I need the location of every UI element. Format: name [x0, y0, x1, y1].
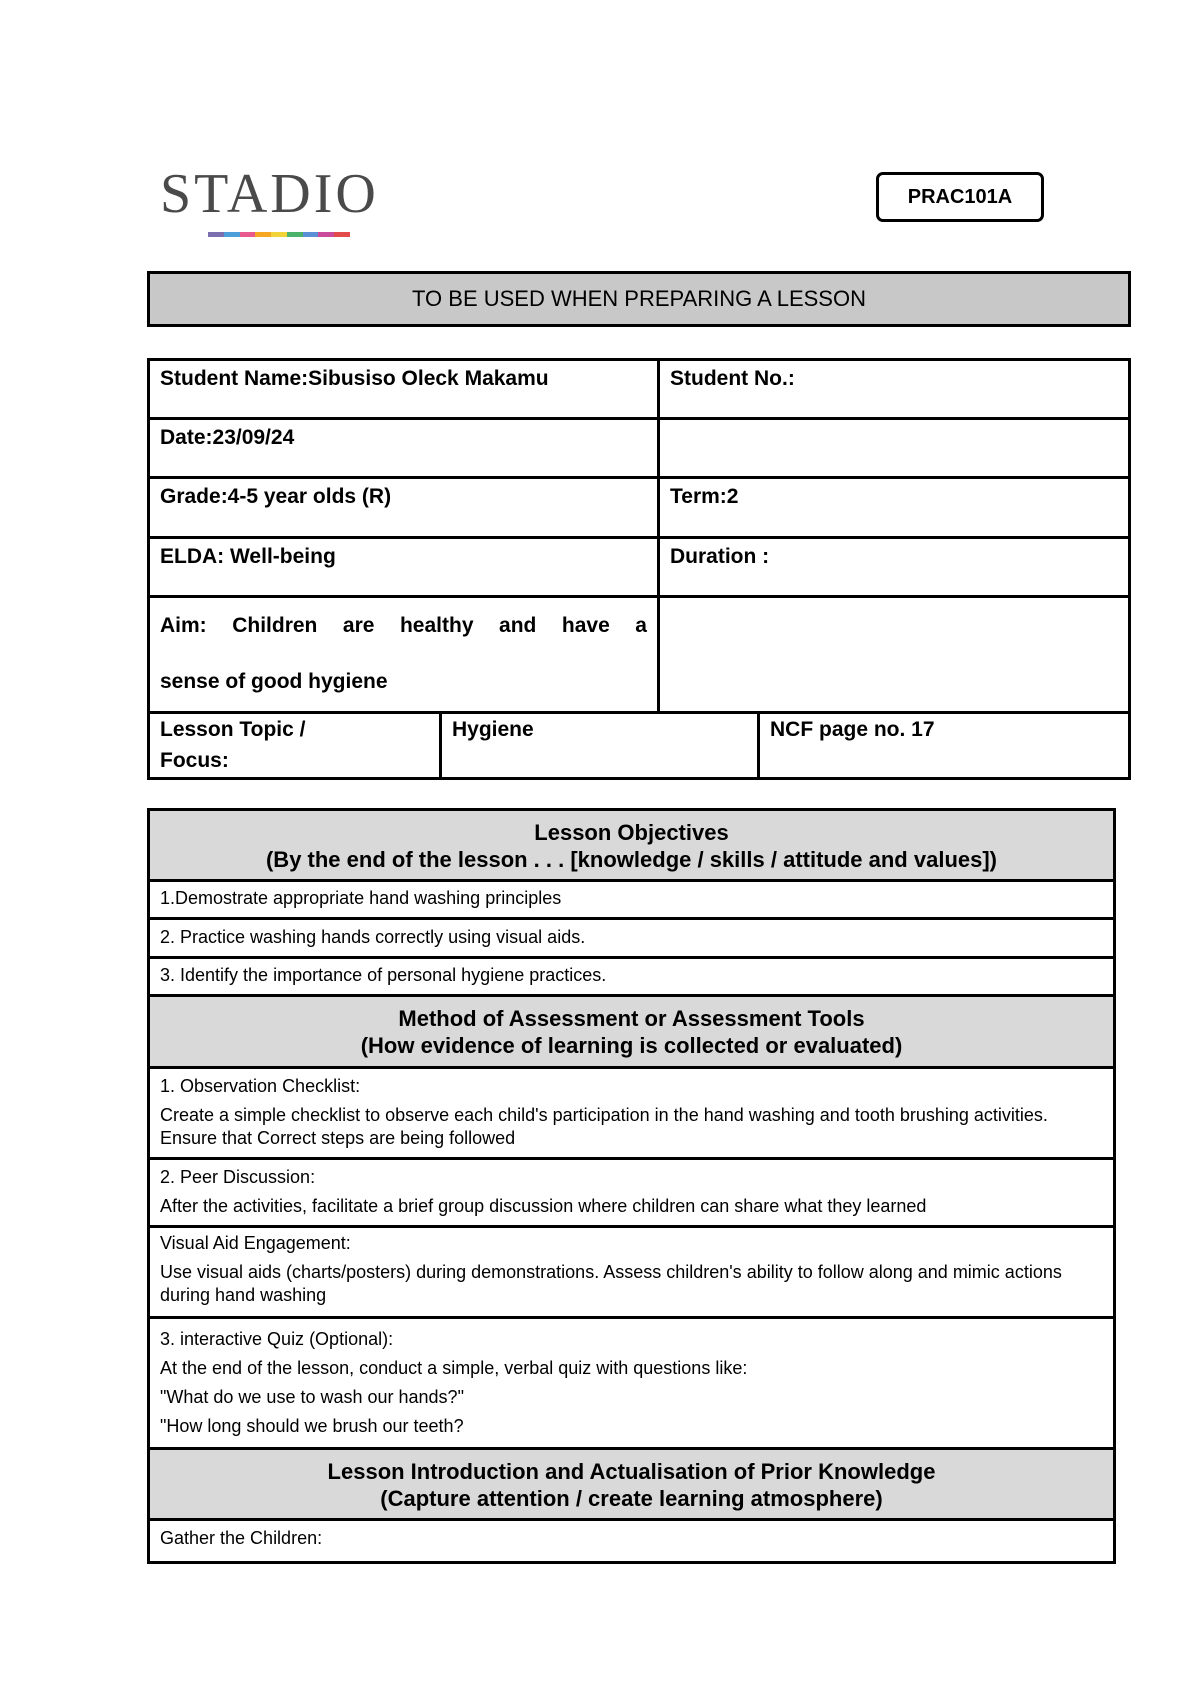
aim-cell	[150, 598, 660, 714]
ncf-cell: NCF page no. 17	[770, 718, 935, 741]
student-name-cell: Student Name:Sibusiso Oleck Makamu	[150, 361, 660, 420]
objective-item: 1.Demostrate appropriate hand washing principles	[150, 882, 1113, 920]
term-cell: Term:2	[660, 479, 1128, 539]
topic-value-cell: Hygiene	[442, 714, 760, 777]
observation-text: Create a simple checklist to observe each child's participation in the hand washing and tooth brushing activities. Ensure that Correct steps are being followed	[160, 1105, 1048, 1148]
topic-label-cell	[150, 714, 442, 777]
objectives-heading-line-1: Lesson Objectives	[534, 820, 729, 845]
quiz-title: 3. interactive Quiz (Optional):	[160, 1329, 394, 1349]
topic-label-line-2: Focus:	[160, 749, 229, 772]
objectives-heading	[150, 811, 1113, 882]
student-info-table	[147, 358, 1131, 780]
empty-cell	[660, 598, 1128, 714]
quiz-question: "How long should we brush our teeth?	[160, 1416, 464, 1436]
logo-bar-segment	[303, 232, 319, 237]
quiz-row	[150, 1319, 1113, 1450]
introduction-heading	[150, 1450, 1113, 1521]
peer-text: After the activities, facilitate a brief group discussion where children can share what they learned	[160, 1196, 927, 1216]
logo-bar-segment	[224, 232, 240, 237]
visual-aid-row	[150, 1228, 1113, 1319]
logo-bar-segment	[287, 232, 303, 237]
logo-bar-segment	[240, 232, 256, 237]
visual-title: Visual Aid Engagement:	[160, 1233, 351, 1253]
assessment-heading-line-1: Method of Assessment or Assessment Tools	[398, 1006, 865, 1031]
objective-item: 3. Identify the importance of personal hygiene practices.	[150, 959, 1113, 997]
objective-item: 2. Practice washing hands correctly using visual aids.	[150, 920, 1113, 959]
logo-bar-segment	[255, 232, 271, 237]
duration-cell: Duration :	[660, 539, 1128, 598]
aim-line-2: sense of good hygiene	[160, 670, 388, 693]
lesson-plan-table	[147, 808, 1116, 1564]
date-cell: Date:23/09/24	[150, 420, 660, 479]
peer-title: 2. Peer Discussion:	[160, 1167, 316, 1187]
logo-bar-segment	[271, 232, 287, 237]
course-code-badge: PRAC101A	[876, 172, 1044, 222]
logo-text: STADIO	[160, 163, 379, 225]
form-banner: TO BE USED WHEN PREPARING A LESSON	[147, 271, 1131, 327]
logo-bar-segment	[318, 232, 334, 237]
observation-title: 1. Observation Checklist:	[160, 1076, 361, 1096]
quiz-question: "What do we use to wash our hands?"	[160, 1387, 464, 1407]
grade-cell: Grade:4-5 year olds (R)	[150, 479, 660, 539]
topic-label-line-1: Lesson Topic /	[160, 718, 306, 741]
peer-discussion-row	[150, 1160, 1113, 1228]
aim-line-1: Aim: Children are healthy and have a	[160, 614, 647, 637]
visual-text: Use visual aids (charts/posters) during demonstrations. Assess children's ability to follow along and mimic actions during hand washing	[160, 1262, 1062, 1305]
student-no-cell: Student No.:	[660, 361, 1128, 420]
quiz-text: At the end of the lesson, conduct a simple, verbal quiz with questions like:	[160, 1358, 748, 1378]
introduction-item: Gather the Children:	[160, 1528, 323, 1548]
logo-bar-segment	[208, 232, 224, 237]
introduction-heading-line-1: Lesson Introduction and Actualisation of Prior Knowledge	[327, 1459, 936, 1484]
stadio-logo	[160, 165, 405, 245]
introduction-heading-line-2: (Capture attention / create learning atmosphere)	[380, 1486, 883, 1511]
objectives-heading-line-2: (By the end of the lesson . . . [knowledge / skills / attitude and values])	[265, 847, 998, 872]
observation-checklist-row	[150, 1069, 1113, 1160]
logo-color-bar	[208, 232, 350, 237]
logo-bar-segment	[334, 232, 350, 237]
elda-cell: ELDA: Well-being	[150, 539, 660, 598]
assessment-heading	[150, 997, 1113, 1069]
empty-cell	[660, 420, 1128, 479]
assessment-heading-line-2: (How evidence of learning is collected or evaluated)	[360, 1033, 903, 1058]
